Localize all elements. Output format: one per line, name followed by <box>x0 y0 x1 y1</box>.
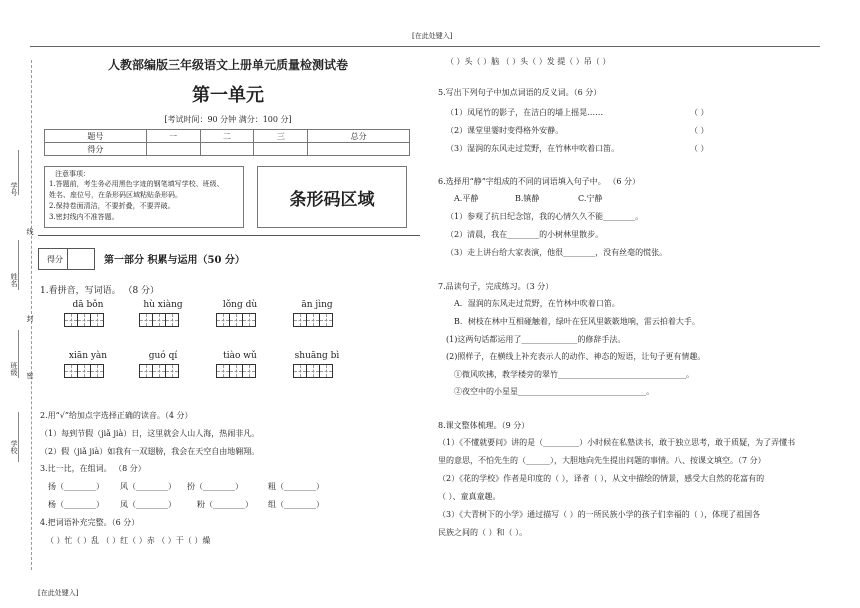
score-cell[interactable] <box>308 143 410 156</box>
q7-example-2: ②夜空中的小星星________________________________。 <box>454 387 654 396</box>
score-row-label: 得分 <box>45 143 147 156</box>
writing-box[interactable] <box>293 364 307 378</box>
q8-line-4: （ ）、童真童趣。 <box>438 492 501 501</box>
q5-answer[interactable]: （ ） <box>690 126 709 135</box>
part-score-box <box>38 248 95 270</box>
q5-item: （3）湿润的东风走过荒野，在竹林中吹着口笛。 <box>446 144 620 153</box>
blank-name <box>18 240 19 290</box>
pinyin-group <box>293 351 341 382</box>
notice-box <box>44 166 244 228</box>
unit-title: 第一单元 <box>192 85 264 106</box>
header-rule <box>30 46 820 47</box>
writing-box[interactable] <box>319 313 333 327</box>
q6-line-1: （1）参观了抗日纪念馆，我的心情久久不能________。 <box>446 212 644 221</box>
writing-box[interactable] <box>306 364 320 378</box>
writing-box[interactable] <box>90 313 104 327</box>
writing-box[interactable] <box>139 313 153 327</box>
q2-line-1: （1）每到节假（jiǎ jià）日，这里就会人山人海，热闹非凡。 <box>40 429 260 438</box>
q3-title: 3.比一比，在组词。 （8 分） <box>40 464 146 473</box>
writing-box[interactable] <box>152 364 166 378</box>
q8-line-3: （2）《花的学校》作者是印度的（ ），译者（ ），从文中描绘的情景，感受大自然的花富有的 <box>438 474 765 483</box>
q6-title: 6.选择用“静”字组成的不同的词语填入句子中。 （6 分） <box>438 177 640 186</box>
binding-school: 学校 <box>10 440 18 454</box>
q4-row-1: （ ）忙（ ）乱 （ ）红（ ）赤 （ ）干（ ）燥 <box>46 536 211 545</box>
pinyin-group <box>139 300 187 331</box>
q2-line-2: （2）假（jiǎ jià）如我有一双翅膀，我会在天空自由地翱翔。 <box>40 447 260 456</box>
writing-box[interactable] <box>216 364 230 378</box>
q3-item: 扮（________） <box>187 482 243 491</box>
q8-line-2: 里的意思，不怕先生的（______），大胆地向先生提出问题的事情。八、按课文填空。（7 分） <box>438 456 766 465</box>
part-score-label: 得分 <box>47 255 63 264</box>
q3-item: 风（________） <box>120 482 176 491</box>
pinyin: ān jìng <box>301 300 333 310</box>
blank-student-id <box>18 150 19 195</box>
pinyin: guó qí <box>148 351 178 361</box>
part-score-divider <box>67 249 68 269</box>
score-cell[interactable] <box>254 143 308 156</box>
q6-line-3: （3）走上讲台给大家表演，他很________，没有丝毫的慌张。 <box>446 248 668 257</box>
notice-4: 3.密封线内不准答题。 <box>49 213 119 221</box>
pinyin: hù xiàng <box>143 300 183 310</box>
binding-student-id: 学号 <box>10 182 18 196</box>
notice-1: 1.答题前，考生务必用黑色字迹的钢笔填写学校、班级、 <box>49 180 224 188</box>
score-header: 一 <box>146 130 200 143</box>
q3-item: 杨（________） <box>48 500 104 509</box>
blank-class <box>18 330 19 378</box>
score-header: 总分 <box>308 130 410 143</box>
q3-item: 组（________） <box>268 500 324 509</box>
q5-title: 5.写出下列句子中加点词语的反义词。（6 分） <box>438 88 602 97</box>
q8-line-1: （1）《不懂就要问》讲的是（_________）小时候在私塾读书，敢于独立思考，敢于质疑，为了弄懂书 <box>438 438 796 447</box>
writing-box[interactable] <box>242 364 256 378</box>
q8-title: 8.课文整体梳理。（9 分） <box>438 421 530 430</box>
q7-example-1: ①微风吹拂，教学楼旁的翠竹________________________________。 <box>454 370 694 379</box>
q3-item: 粗（________） <box>268 482 324 491</box>
footer-note: [在此处键入] <box>38 589 79 597</box>
q7-sentence-a: A．湿润的东风走过荒野，在竹林中吹着口笛。 <box>454 299 620 308</box>
writing-box[interactable] <box>165 313 179 327</box>
q3-item: 粉（________） <box>197 500 253 509</box>
q4-title: 4.把词语补充完整。（6 分） <box>40 518 140 527</box>
score-cell[interactable] <box>146 143 200 156</box>
q1-title: 1.看拼音，写词语。 （8 分） <box>40 286 160 296</box>
q5-item: （2）课堂里霎时变得格外安静。 <box>446 126 564 135</box>
writing-box[interactable] <box>229 364 243 378</box>
writing-box[interactable] <box>216 313 230 327</box>
q8-line-6: 民族之间的（ ）和（ ）。 <box>438 528 528 537</box>
writing-box[interactable] <box>306 313 320 327</box>
pinyin-group <box>216 300 264 331</box>
exam-title: 人教部编版三年级语文上册单元质量检测试卷 <box>107 58 348 72</box>
pinyin-group <box>64 351 112 382</box>
score-header: 题号 <box>45 130 147 143</box>
writing-box[interactable] <box>293 313 307 327</box>
writing-box[interactable] <box>139 364 153 378</box>
notice-title: 注意事项： <box>55 170 90 178</box>
writing-box[interactable] <box>242 313 256 327</box>
q7-part-1: (1)这两句话都运用了______________的修辞手法。 <box>446 335 626 344</box>
pinyin: tiào wǔ <box>223 351 257 361</box>
pinyin: xiān yàn <box>68 351 108 361</box>
q6-option: C.宁静 <box>578 194 603 203</box>
q6-option: B.镇静 <box>515 194 540 203</box>
exam-info: [考试时间：90 分钟 满分：100 分] <box>164 115 292 124</box>
pinyin-group <box>216 351 264 382</box>
q7-title: 7.品读句子，完成练习。（3 分） <box>438 282 554 291</box>
q8-line-5: （3）《大青树下的小学》通过描写（ ）的一所民族小学的孩子们幸福的（ ），体现了祖国各 <box>438 510 761 519</box>
pinyin: lǒng dù <box>222 300 258 310</box>
writing-box[interactable] <box>77 364 91 378</box>
score-header: 三 <box>254 130 308 143</box>
q3-item: 扬（________） <box>48 482 104 491</box>
pinyin-group <box>139 351 187 382</box>
writing-box[interactable] <box>229 313 243 327</box>
pinyin-group <box>293 300 341 331</box>
score-cell[interactable] <box>200 143 254 156</box>
q5-answer[interactable]: （ ） <box>690 144 709 153</box>
notice-3: 2.保持卷面清洁，不要折叠，不要弄破。 <box>49 202 175 210</box>
notice-2: 姓名、座位号，在条形码区域粘贴条形码。 <box>49 191 182 199</box>
q2-title: 2.用“√”给加点字选择正确的读音。（4 分） <box>40 411 193 420</box>
binding-name: 姓名 <box>10 273 18 287</box>
q7-sentence-b: B．树枝在林中互相碰触着，绿叶在狂风里簌簌地响，雷云拍着大手。 <box>454 317 700 326</box>
section-divider <box>38 235 420 236</box>
q5-answer[interactable]: （ ） <box>690 108 709 117</box>
part-title: 第一部分 积累与运用（50 分） <box>104 255 245 266</box>
binding-seal: 线 <box>26 228 34 235</box>
writing-box[interactable] <box>64 364 78 378</box>
writing-box[interactable] <box>319 364 333 378</box>
header-note: [在此处键入] <box>412 32 453 40</box>
blank-school <box>18 412 19 462</box>
score-table <box>44 129 410 156</box>
writing-box[interactable] <box>152 313 166 327</box>
binding-line-mark: 密 <box>26 372 34 379</box>
writing-box[interactable] <box>165 364 179 378</box>
q6-option: A.平静 <box>454 194 479 203</box>
writing-box[interactable] <box>77 313 91 327</box>
pinyin: dā bǒn <box>72 300 104 310</box>
pinyin: shuāng bì <box>294 351 340 361</box>
writing-box[interactable] <box>64 313 78 327</box>
q5-item: （1）凤尾竹的影子，在洁白的墙上摇晃…… <box>446 108 604 117</box>
q3-item: 凤（________） <box>120 500 176 509</box>
binding-class: 班级 <box>10 362 18 376</box>
q7-part-2: (2)照样子，在横线上补充表示人的动作、神态的短语，让句子更有情趣。 <box>446 352 706 361</box>
binding-cut: 封 <box>26 315 34 322</box>
q6-line-2: （2）清晨，我在________的小树林里散步。 <box>446 230 604 239</box>
q4-row-2: （ ）头（ ）脑 （ ）头（ ）发 提（ ）吊（ ） <box>446 57 611 66</box>
pinyin-group <box>64 300 112 331</box>
barcode-area: 条形码区域 <box>257 166 407 228</box>
score-header: 二 <box>200 130 254 143</box>
writing-box[interactable] <box>90 364 104 378</box>
